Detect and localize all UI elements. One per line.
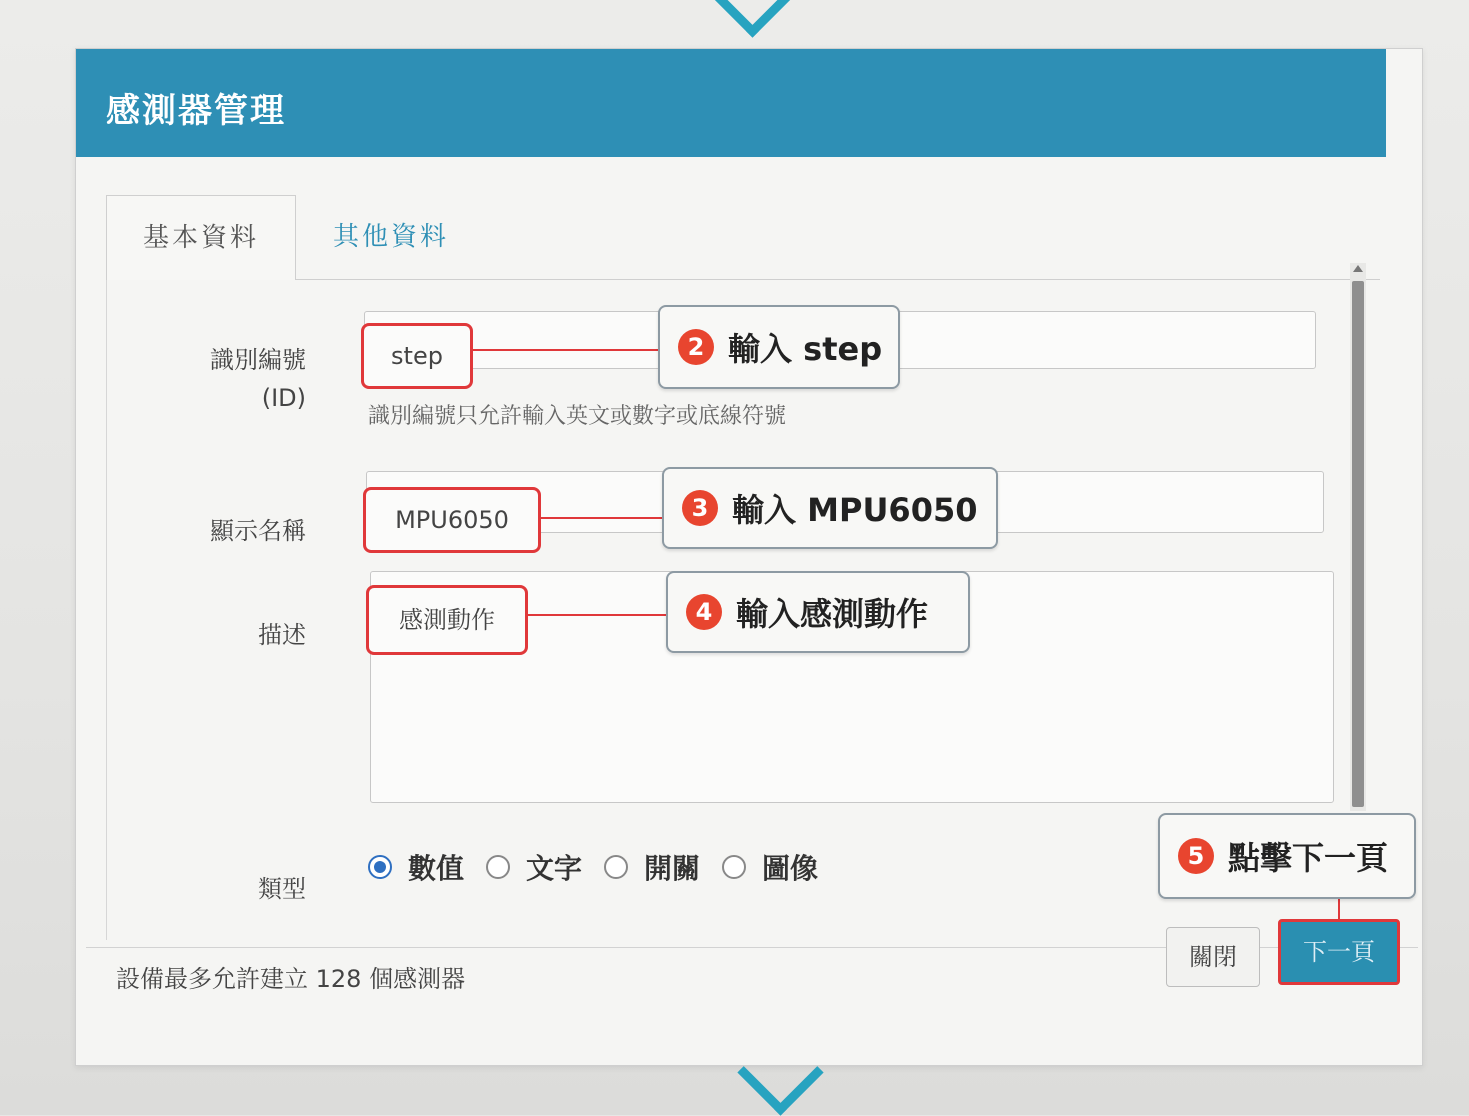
type-option-label: 數值 — [408, 852, 465, 885]
callout-connector — [1338, 897, 1340, 921]
callout-text: 輸入 step — [728, 330, 883, 368]
callout-step-3 — [662, 467, 998, 549]
type-option-number[interactable] — [368, 847, 464, 887]
id-input-value[interactable]: step — [361, 323, 473, 389]
sensor-limit-note: 設備最多允許建立 128 個感測器 — [116, 965, 466, 993]
radio-icon[interactable] — [604, 855, 628, 879]
type-option-switch[interactable] — [604, 847, 700, 887]
type-option-label: 文字 — [526, 852, 583, 885]
tab-basic-info[interactable]: 基本資料 — [106, 195, 296, 280]
description-value[interactable]: 感測動作 — [366, 585, 528, 655]
id-label-text: 識別編號 — [210, 346, 306, 374]
display-name-value[interactable]: MPU6050 — [363, 487, 541, 553]
close-button[interactable]: 關閉 — [1166, 927, 1260, 987]
type-option-text[interactable] — [486, 847, 582, 887]
callout-connector — [538, 517, 664, 519]
tab-other-info[interactable]: 其他資料 — [332, 222, 449, 252]
type-label: 類型 — [258, 875, 306, 903]
id-label — [106, 341, 306, 417]
scroll-up-arrow-icon[interactable] — [1353, 265, 1363, 272]
step-number-badge: 2 — [678, 329, 714, 365]
callout-connector — [525, 614, 667, 616]
radio-checked-icon[interactable] — [368, 855, 392, 879]
callout-connector — [470, 349, 658, 351]
callout-step-4 — [666, 571, 970, 653]
callout-text: 點擊下一頁 — [1228, 839, 1389, 877]
step-number-badge: 4 — [686, 594, 722, 630]
scroll-thumb[interactable] — [1352, 281, 1364, 807]
callout-text: 輸入 MPU6050 — [732, 491, 978, 529]
radio-icon[interactable] — [722, 855, 746, 879]
type-radio-group — [368, 847, 840, 887]
step-number-badge: 5 — [1178, 838, 1214, 874]
dialog-title: 感測器管理 — [106, 91, 286, 131]
callout-text: 輸入感測動作 — [736, 595, 929, 633]
type-option-label: 圖像 — [762, 852, 819, 885]
dialog-header — [76, 49, 1386, 157]
radio-icon[interactable] — [486, 855, 510, 879]
id-hint: 識別編號只允許輸入英文或數字或底線符號 — [368, 404, 787, 429]
step-number-badge: 3 — [682, 490, 718, 526]
display-name-label: 顯示名稱 — [210, 517, 306, 545]
type-option-label: 開關 — [644, 852, 701, 885]
type-option-image[interactable] — [722, 847, 818, 887]
description-label: 描述 — [258, 621, 306, 649]
sensor-management-dialog — [75, 48, 1423, 1066]
callout-step-5 — [1158, 813, 1416, 899]
next-page-button[interactable]: 下一頁 — [1278, 919, 1400, 985]
id-label-suffix: (ID) — [261, 384, 306, 412]
scrollbar[interactable] — [1350, 263, 1366, 811]
callout-step-2 — [658, 305, 900, 389]
